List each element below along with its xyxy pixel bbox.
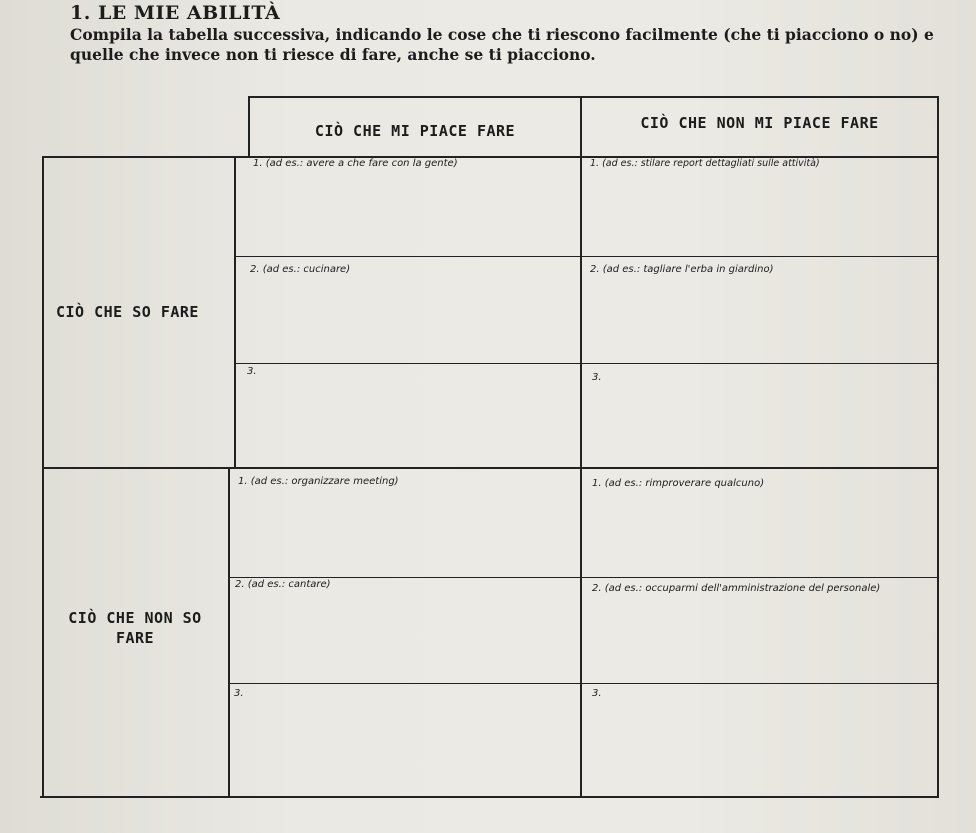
section-title: 1. LE MIE ABILITÀ	[70, 2, 281, 24]
row-header-so-fare: CIÒ CHE SO FARE	[56, 303, 199, 321]
table-divider-middle	[42, 467, 939, 469]
cell-non-so-non-piace-2[interactable]: 2. (ad es.: occuparmi dell'amministrazione del personale)	[592, 583, 881, 594]
col-header-piace: CIÒ CHE MI PIACE FARE	[314, 122, 516, 140]
cell-non-so-piace-3[interactable]: 3.	[234, 688, 244, 699]
table-col-divider-left	[234, 156, 236, 469]
cell-so-non-piace-2[interactable]: 2. (ad es.: tagliare l'erba in giardino)	[590, 264, 774, 275]
table-col-divider-left-lower	[228, 467, 230, 798]
cell-non-so-non-piace-1[interactable]: 1. (ad es.: rimproverare qualcuno)	[592, 478, 765, 489]
cell-non-so-piace-2[interactable]: 2. (ad es.: cantare)	[235, 579, 331, 590]
cell-so-piace-3[interactable]: 3.	[247, 366, 257, 377]
col-header-non-piace: CIÒ CHE NON MI PIACE FARE	[640, 114, 879, 132]
table-border-left	[42, 156, 44, 798]
cell-so-non-piace-1[interactable]: 1. (ad es.: stilare report dettagliati sulle attività)	[590, 158, 820, 169]
table-border-bottom	[40, 796, 939, 798]
instructions-text: Compila la tabella successiva, indicando le cose che ti riescono facilmente (che ti piacciono o no) e quelle che invece non ti riesce di fare, anche se ti piacciono.	[70, 25, 934, 64]
table-divider	[236, 363, 939, 364]
table-border-top	[250, 96, 939, 98]
cell-non-so-piace-1[interactable]: 1. (ad es.: organizzare meeting)	[238, 476, 399, 487]
cell-so-non-piace-3[interactable]: 3.	[592, 372, 602, 383]
table-col-divider-middle	[580, 96, 582, 798]
table-divider	[230, 683, 939, 684]
table-divider	[236, 256, 939, 257]
row-header-non-so-fare: CIÒ CHE NON SO FARE	[68, 609, 202, 647]
table-border-right	[937, 96, 939, 798]
cell-so-piace-2[interactable]: 2. (ad es.: cucinare)	[250, 264, 351, 275]
cell-non-so-non-piace-3[interactable]: 3.	[592, 688, 602, 699]
cell-so-piace-1[interactable]: 1. (ad es.: avere a che fare con la gente)	[253, 158, 458, 169]
skills-table	[42, 96, 939, 799]
table-divider	[230, 577, 939, 578]
